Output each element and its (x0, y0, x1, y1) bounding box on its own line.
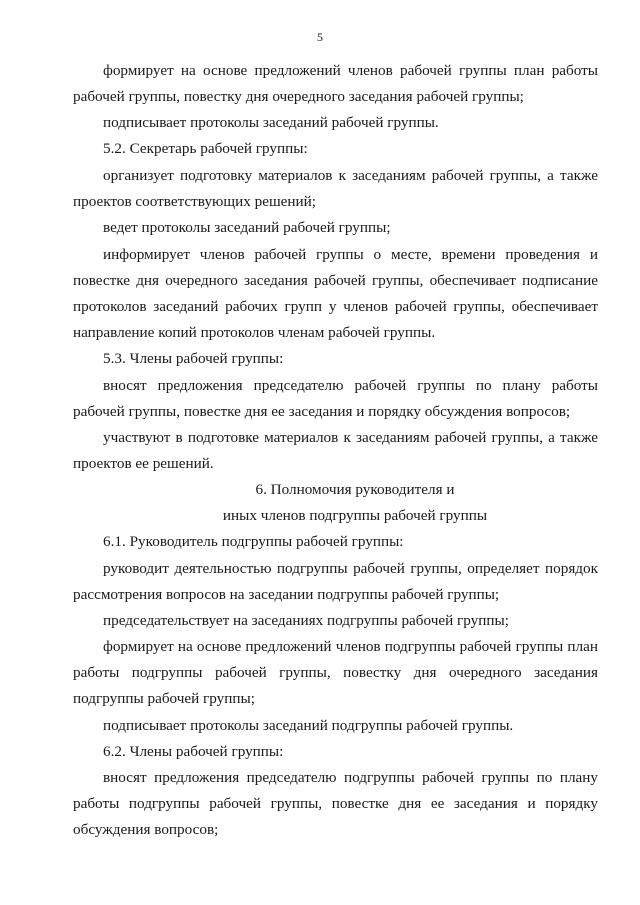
paragraph-line: обсуждения вопросов; (73, 821, 219, 838)
paragraph-line: работы подгруппы рабочей группы, повестку дня очередного заседания (73, 664, 598, 681)
section-heading-line: иных членов подгруппы рабочей группы (222, 507, 488, 524)
paragraph-line: председательствует на заседаниях подгруппы рабочей группы; (103, 612, 509, 629)
paragraph-line: информирует членов рабочей группы о месте, времени проведения и (103, 246, 598, 263)
paragraph-line: руководит деятельностью подгруппы рабочей группы, определяет порядок (103, 560, 598, 577)
paragraph-line: 5.2. Секретарь рабочей группы: (103, 140, 308, 157)
paragraph-line: подгруппы рабочей группы; (73, 690, 255, 707)
paragraph-line: проектов соответствующих решений; (73, 193, 316, 210)
paragraph-line: рабочей группы, повестке дня ее заседания и порядку обсуждения вопросов; (73, 403, 571, 420)
paragraph-line: проектов ее решений. (73, 455, 214, 472)
paragraph-line: 6.1. Руководитель подгруппы рабочей группы: (103, 533, 404, 550)
paragraph-line: рассмотрения вопросов на заседании подгруппы рабочей группы; (73, 586, 500, 603)
paragraph-line: рабочей группы, повестку дня очередного заседания рабочей группы; (73, 88, 524, 105)
paragraph-line: вносят предложения председателю подгруппы рабочей группы по плану (103, 769, 598, 786)
paragraph-line: ведет протоколы заседаний рабочей группы; (103, 219, 391, 236)
paragraph-line: организует подготовку материалов к заседаниям рабочей группы, а также (103, 167, 598, 184)
paragraph-line: 6.2. Члены рабочей группы: (103, 743, 284, 760)
page-number: 5 (317, 30, 323, 44)
paragraph-line: вносят предложения председателю рабочей группы по плану работы (103, 377, 598, 394)
paragraph-line: направление копий протоколов членам рабочей группы. (73, 324, 436, 341)
paragraph-line: формирует на основе предложений членов рабочей группы план работы (103, 62, 598, 79)
paragraph-line: 5.3. Члены рабочей группы: (103, 350, 284, 367)
paragraph-line: подписывает протоколы заседаний рабочей группы. (103, 114, 439, 131)
section-heading-line: 6. Полномочия руководителя и (255, 481, 455, 498)
paragraph-line: подписывает протоколы заседаний подгруппы рабочей группы. (103, 717, 514, 734)
paragraph-line: работы подгруппы рабочей группы, повестке дня ее заседания и порядку (73, 795, 598, 812)
paragraph-line: формирует на основе предложений членов подгруппы рабочей группы план (103, 638, 598, 655)
paragraph-line: протоколов заседаний рабочих групп у членов рабочей группы, обеспечивает (73, 298, 598, 315)
paragraph-line: повестке дня очередного заседания рабочей группы, обеспечивает подписание (73, 272, 598, 289)
paragraph-line: участвуют в подготовке материалов к заседаниям рабочей группы, а также (103, 429, 598, 446)
